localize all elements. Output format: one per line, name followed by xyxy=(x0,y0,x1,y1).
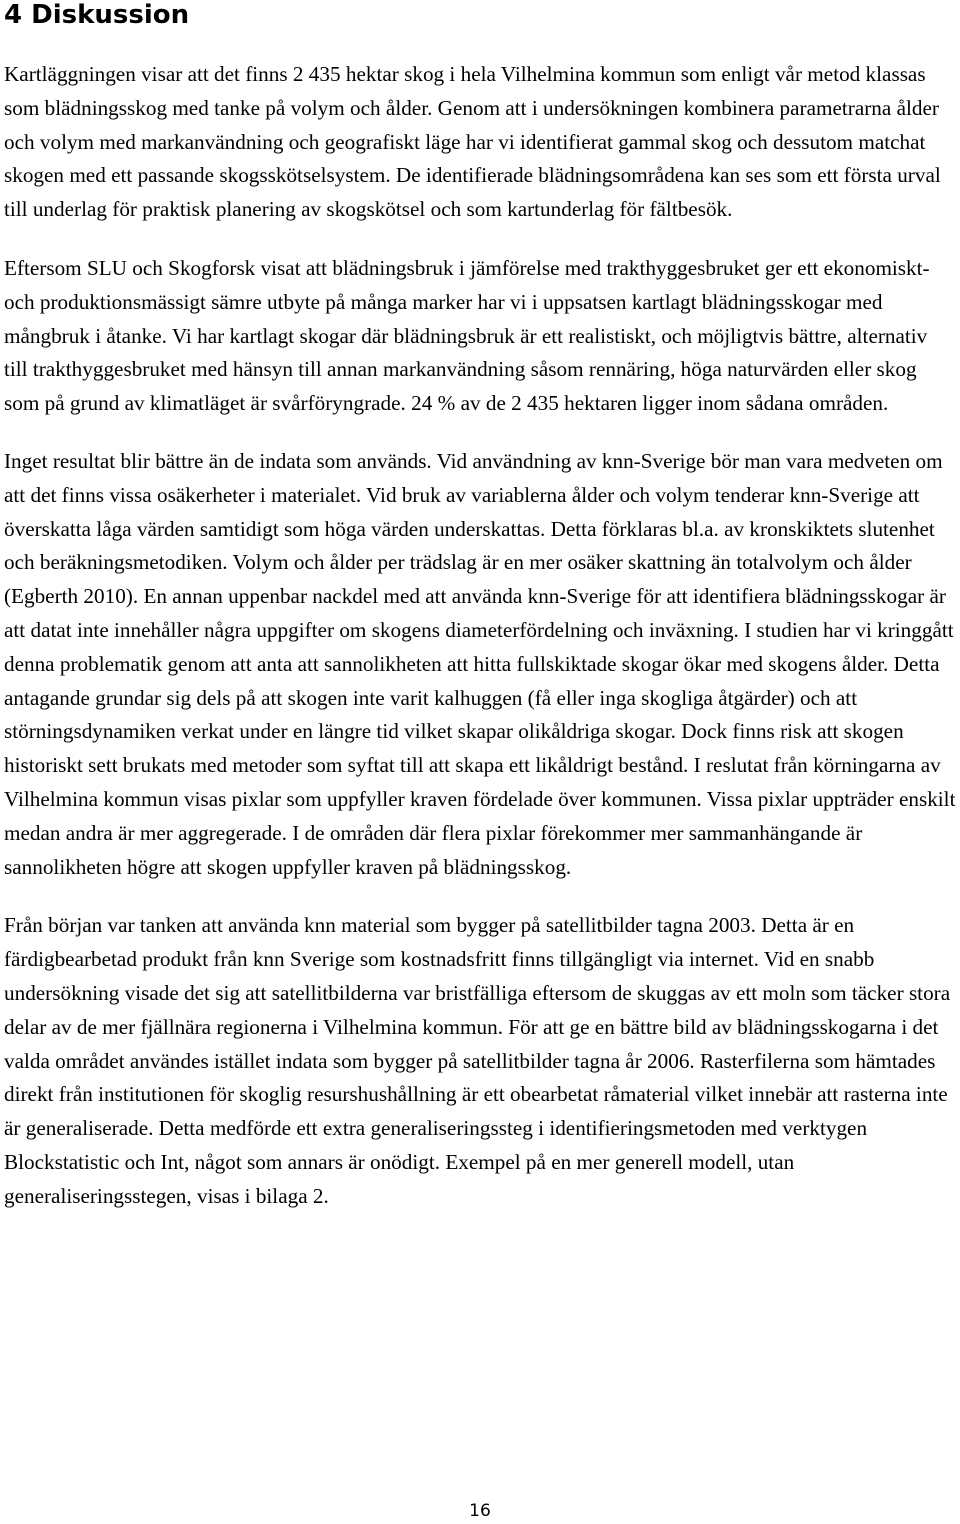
section-heading: 4 Diskussion xyxy=(4,0,190,30)
paragraph-1: Kartläggningen visar att det finns 2 435 hektar skog i hela Vilhelmina kommun som enligt vår metod klassas som blädningsskog med tanke på volym och ålder. Genom att i undersökningen kombinera parametrarna ålder och volym med markanvändning och geografiskt läge har vi identifierat gammal skog och dessutom matchat skogen med ett passande skogsskötselsystem. De identifierade blädningsområdena kan ses som ett första urval till underlag för praktisk planering av skogskötsel och som kartunderlag för fältbesök. xyxy=(4,62,941,222)
paragraph-4: Från början var tanken att använda knn material som bygger på satellitbilder tagna 2003. Detta är en färdigbearbetad produkt från knn Sverige som kostnadsfritt finns tillgängligt via internet. Vid en snabb undersökning visade det sig att satellitbilderna var bristfälliga eftersom de skuggas av ett moln som täcker stora delar av de mer fjällnära regionerna i Vilhelmina kommun. För att ge en bättre bild av blädningsskogarna i det valda området användes istället indata som bygger på satellitbilder tagna år 2006. Rasterfilerna som hämtades direkt från institutionen för skoglig resurshushållning är ett obearbetat råmaterial vilket innebär att rasterna inte är generaliserade. Detta medförde ett extra generaliseringssteg i identifieringsmetoden med verktygen Blockstatistic och Int, något som annars är onödigt. Exempel på en mer generell modell, utan generaliseringsstegen, visas i bilaga 2. xyxy=(4,913,951,1208)
paragraph-2: Eftersom SLU och Skogforsk visat att blädningsbruk i jämförelse med trakthyggesbruket ger ett ekonomiskt- och produktionsmässigt sämre utbyte på många marker har vi i uppsatsen kartlagt blädningsskogar med mångbruk i åtanke. Vi har kartlagt skogar där blädningsbruk är ett realistiskt, och möjligtvis bättre, alternativ till trakthyggesbruket med hänsyn till annan markanvändning såsom rennäring, höga naturvärden eller skog som på grund av klimatläget är svårföryngrade. 24 % av de 2 435 hektaren ligger inom sådana områden. xyxy=(4,255,930,416)
page-number: 16 xyxy=(469,1501,491,1521)
document-page xyxy=(4,0,956,1214)
paragraph-3: Inget resultat blir bättre än de indata som används. Vid användning av knn-Sverige bör man vara medveten om att det finns vissa osäkerheter i materialet. Vid bruk av variablerna ålder och volym tenderar knn-Sverige att överskatta låga värden samtidigt som höga värden underskattas. Detta förklaras bl.a. av kronskiktets slutenhet och beräkningsmetodiken. Volym och ålder per trädslag är en mer osäker skattning än totalvolym och ålder (Egberth 2010). En annan uppenbar nackdel med att använda knn-Sverige för att identifiera blädningsskogar är att datat inte innehåller några uppgifter om skogens diameterfördelning och inväxning. I studien har vi kringgått denna problematik genom att anta att sannolikheten att hitta fullskiktade skogar ökar med skogens ålder. Detta antagande grundar sig dels på att skogen inte varit kalhuggen (få eller inga skogliga åtgärder) och att störningsdynamiken verkat under en längre tid vilket skapar olikåldriga skogar. Dock finns risk att skogen historiskt sett brukats med metoder som syftat till att skapa ett likåldrigt bestånd. I reslutat från körningarna av Vilhelmina kommun visas pixlar som uppfyller kraven fördelade över kommunen. Vissa pixlar uppträder enskilt medan andra är mer aggregerade. I de områden där flera pixlar förekommer mer sammanhängande är sannolikheten högre att skogen uppfyller kraven på blädningsskog. xyxy=(4,448,956,879)
